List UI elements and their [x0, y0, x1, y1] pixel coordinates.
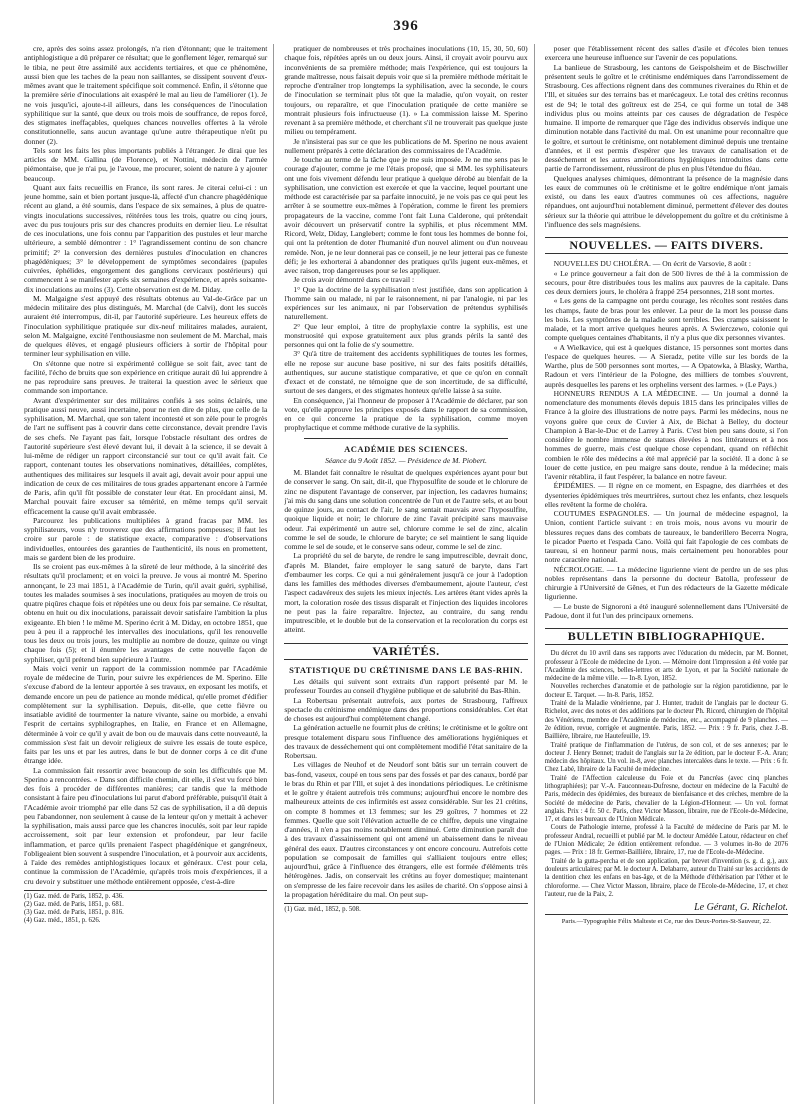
- bibliography-entry: Traité pratique de l'inflammation de l'utérus, de son col, et de ses annexes; par le docteur J. Henry Bennet; traduit de l'anglais sur la 2e édition, par le docteur F.-A. Aran; médecin des hôpitaux. Un vol. in-8, avec planches intercalées dans le texte. — Prix : 6 fr. Chez Labé, libraire de la Faculté de médecine.: [544, 741, 788, 774]
- statistics-heading: STATISTIQUE DU CRÉTINISME DANS LE BAS-RHIN.: [289, 664, 523, 675]
- paragraph: 3° Qu'à titre de traitement des accidents syphilitiques de toutes les formes, elle ne repose sur aucune base positive, ni sur des faits positifs détaillés, authentiques, sur aucune statistique comparative, et que ce qu'on en connaît d'exact et de constaté, ne témoigne que de son incertitude, de sa difficulté, surtout de ses dangers, et des stigmates honteux qu'elle laisse à sa suite.: [284, 349, 528, 396]
- footnote: (3) Gaz. méd. de Paris, 1851, p. 816.: [24, 909, 124, 917]
- paragraph: pratiquer de nombreuses et très prochaines inoculations (10, 15, 30, 50, 60) chaque fois, répétées après un ou deux jours. Ainsi, il croyait avoir pourvu aux inconvénients de sa première méthode; mais l'expérience, qui est toujours la grande maîtresse, nous faisait depuis voir que si la première méthode méritait le reproche d'entraîner trop longtemps la syphilisation, avec la seconde, le cours de l'inoculation se terminait plus tôt que la maladie, qu'on voyait, on rester toujours, ou reparaître, et que l'inoculation pratiquée de cette manière se montrait plusieurs fois infructueuse (1). » La commission laisse M. Sperino revenant à sa première méthode, et cherchant s'il ne trouverait pas quelque juste milieu ou tempérament.: [284, 44, 528, 137]
- section-divider: [304, 438, 507, 439]
- bibliography: [545, 650, 788, 899]
- columns: [24, 44, 788, 1104]
- paragraph: Ils se croient pas eux-mêmes à la sûreté de leur méthode, à la sincérité des résultats qu'il proclament; et en voici la preuve. Je vous ai montré M. Sperino annonçant, le 23 mai 1851, à l'Académie de Turin, qu'il avait guéri, syphilisé, toutes les malades soumises à ses inoculations, pratiquées au moyen de trois ou quatre piqûres chaque fois et répétées une ou deux fois par semaine. Ce résultat, obtenu en huit ou dix inoculations, paraissait devoir satisfaire l'ambition la plus exigeante. Eh bien ! le même M. Sperino écrit à M. Diday, en octobre 1851, que peu à peu il a rapproché les intervalles des inoculations, qu'il les renouvelle tous les deux ou trois jours, les multiplie au nombre de douze, quinze ou vingt chaque fois (5); et il énumère les avantages de cette nouvelle façon de syphiliser, qu'il prétend bien supérieure à l'autre.: [24, 562, 268, 664]
- managing-editor: Le Gérant, G. Richelot.: [694, 902, 788, 914]
- footnote: (1) Gaz. méd. de Paris, 1852, p. 436.: [24, 892, 124, 900]
- paragraph: M. Malgaigne s'est appuyé des résultats obtenus au Val-de-Grâce par un médecin militaire des plus distingués, M. Marchal (de Calvi), dont les succès auraient été interrompus, dit-il, par l'autorité supérieure. Les heureux effets de l'inoculation syphilitique pratiquée sur dix-neuf militaires malades, auraient, selon M. Malgaigne, excité l'enthousiasme non seulement de M. Marchal, mais de quelques élèves, et engagé plusieurs officiers à sortir de l'hôpital pour terminer leur syphilisation en ville.: [24, 293, 268, 359]
- printer-line: Paris.—Typographie Félix Malteste et Ce, rue des Deux-Portes-St-Sauveur, 22.: [545, 914, 788, 926]
- bibliography-entry: Nouvelles recherches d'anatomie et de pathologie sur la région parotidienne, par le docteur E. Tarquet. — In-8. Paris, 1852.: [544, 683, 788, 699]
- paragraph: cre, après des soins assez prolongés, n'a rien d'étonnant; que le traitement antiphlogistique a dû préparer ce résultat; que le gonflement léger, remarqué sur le tibia, ne peut être assimilé aux accidents tertiaires, et que ce phénomène, aussi bien que les taches de la peau non saillantes, se dissipent souvent d'eux-mêmes avant que le traitement spécifique soit commencé. Enfin, il s'étonne que la première série d'inoculations ait exaspéré le mal au lieu de l'améliorer (1). Je ne vois jusqu'ici, ajoute-t-il ailleurs, dans les conséquences de l'inoculation syphilitique sur la santé, que deux ou trois mois de souffrance, de repos forcé, des stigmates ineffaçables, quelques chances nouvelles offertes à la vérole constitutionnelle, sans aucun avantage qu'une autre thérapeutique n'eût pu donner (2).: [24, 44, 268, 146]
- paragraph: La commission fait ressortir avec beaucoup de soin les difficultés que M. Sperino a rencontrées. « Dans son difficile chemin, dit elle, il s'est vu forcé bien des fois à procéder de différentes manières; car tandis que la méthode consistant à faire peu d'inoculations lui parut d'abord préférable, puisqu'il était à l'Académie avoir triomphé par elle dans 52 cas de syphilisation, il a dû depuis peu l'abandonner, non seulement à cause de la lenteur qu'on y mettait à achever la syphilisation, mais aussi parce que les chancres inoculés, soit par leur rapide accroissement, soit par leur extension et profondeur, par leur facile inflammation, et parce qu'ils prenaient l'aspect phagédénique et gangréneux, l'obligeaient bien souvent à suspendre l'inoculation, et à pourvoir aux accidents, à l'aide des remèdes antiphlogistiques locaux et généraux. C'est pour cela, continue la commission de l'Académie, qu'après trois mois d'expériences, il a cru devoir y substituer une méthode entièrement opposée, c'est-à-dire: [24, 765, 268, 886]
- paragraph: Les villages de Neuhof et de Neudorf sont bâtis sur un terrain couvert de bas-fond, vaseux, coupé en tous sens par des fossés et par des canaux, bordé par le bras du Rhin et par l'Ill, et sujet à des inondations périodiques. Le crétinisme et le goître y étaient autrefois très communs; aujourd'hui encore le nombre des malheureux atteints de ces infirmités est assez considérable. Sur les 21 crétins, on compte 8 hommes et 13 femmes; sur les 29 goîtres, 7 hommes et 22 femmes. Quelle que soit l'élévation actuelle de ce chiffre, depuis une vingtaine d'années, il n'en a pas moins notablement diminué. Cette diminution paraît due à des travaux d'assainissement qui ont amené un abaissement dans le niveau général des eaux. D'autres circonstances y ont encore concouru. Autrefois cette population se composait de familles qui s'alliaient toujours entre elles; aujourd'hui, grâce à l'influence des étrangers, elle est formée d'éléments très hétérogènes. Jadis, on conservait les crétins au foyer domestique; maintenant on s'empresse de les faire recevoir dans les asiles de charité. On s'oppose ainsi à la propagation héréditaire du mal. On peut sup-: [284, 760, 528, 899]
- news-item: — Le buste de Signoroni a été inauguré solennellement dans l'Université de Padoue, dont il fut l'un des principaux ornemens.: [544, 601, 788, 620]
- paragraph: Quelques analyses chimiques, démontrant la présence de la magnésie dans les eaux de communes où le crétinisme et le goître endémique n'ont jamais existé, ou dans les eaux d'autres communes où ces affections, naguère répandues, ont aujourd'hui notablement diminué, permettent d'élever des doutes sérieux sur la théorie qui attribue le développement du goître et du crétinisme à l'influence des sels magnésiens.: [544, 173, 788, 229]
- paragraph: Les détails qui suivent sont extraits d'un rapport présenté par M. le professeur Tourdes au conseil d'hygiène publique et de salubrité du Bas-Rhin.: [284, 677, 528, 696]
- paragraph: La génération actuelle ne fournit plus de crétins; le crétinisme et le goître ont presque totalement disparu sous l'influence des améliorations hygiéniques et des travaux de desséchement qui ont complètement modifié l'état sanitaire de la Robertsau.: [284, 723, 528, 760]
- news-item: « A Wielkavice, qui est à quelques distance, 15 personnes sont mortes dans l'espace de quelques heures. — A Sieradz, petite ville sur les bords de la Warthe, plus de 500 personnes sont mortes, — A Opatowka, à Blasky, Wartha, Radoun et vers l'intérieur de la Pologne, des milliers de tombes s'ouvrent, auprès desquelles les parens et les orphelins versent des larmes. » (Le Pays.): [544, 342, 788, 389]
- column-2: [284, 44, 534, 1104]
- paragraph: 2° Que leur emploi, à titre de prophylaxie contre la syphilis, est une monstruosité qui expose gratuitement aux plus grands périls la santé des personnes qui ont la folie de s'y soumettre.: [284, 321, 528, 349]
- paragraph: On s'étonne que notre si expérimenté collègue se soit fait, avec tant de facilité, l'écho de bruits que son expérience en critique aurait dû lui apprendre à ne pas reproduire sans preuves. Je traiterai la question avec le sérieux que commande son importance.: [24, 358, 268, 396]
- news-item: « Les gens de la campagne ont perdu courage, les récoltes sont restées dans les champs, faute de bras pour les enlever. La peur de la mort les pousse dans les bois. Les symptômes de la maladie sont terribles. Des cramps saisissent le malade, et la mort arrive quelques heures après. A Swierczewo, colonie qui compte quelques centaines d'habitants, il n'y a plus que dix personnes vivantes.: [544, 296, 788, 343]
- news-item: NOUVELLES DU CHOLÉRA. — On écrit de Varsovie, 8 août :: [553, 259, 751, 269]
- paragraph: Avant d'expérimenter sur des militaires confiés à ses soins éclairés, une pratique aussi neuve, aussi incertaine, pour ne rien dire de plus, que celle de la syphilisation, M. Marchal, que son talent incontesté et son zèle pour le progrès de l'art ne suffisent pas à couvrir dans cette circonstance, devait prendre l'avis de ses chefs. Ne l'ayant pas fait, lorsque l'obstacle résultant des ordres de l'autorité supérieure s'est élevé devant lui, il devait à la science, il se devait à lui-même de rédiger un rapport circonstancié sur tout ce qu'il avait fait. Ce rapport, contenant toutes les observations nominatives, détaillées, complètes, authentiques des militaires sur lesquels il avait agi, devait avoir pour appui une indication de ceux de ces militaires de tous grades appartenant encore à l'armée de Paris, afin qu'il fût possible de constater leur état. En procédant ainsi, M. Marchal pouvait faire excuser sa témérité, en même temps qu'il servait efficacement la cause qu'il avait embrassée.: [24, 395, 268, 516]
- news-item: COUTUMES ESPAGNOLES. — Un journal de médecine espagnol, la Union, contient l'article suivant : en trois mois, nous avons vu mourir de blessures reçues dans des combats de taureaux, le banderillero Becerra Nogra, le picador Puerto et l'espada Cano. Voilà qui fait l'apologie de ces combats de taureau, si en honneur parmi nous, mais certainement peu honorables pour notre caractère national.: [544, 509, 788, 565]
- bibliography-entry: Traité de l'Affection calculeuse du Foie et du Pancréas (avec cinq planches lithographiées); par V.-A. Fauconneau-Dufresne, docteur en médecine de la Faculté de Paris, médecin des épidémies, des bureaux de bienfaisance et des crèches, membre de la Société de médecine de Paris, chevalier de la Légion-d'Honneur. — Un vol. format anglais. Prix : 4 fr. 50 c. Paris, chez Victor Masson, libraire, rue de l'Ecole-de-Médecine, 17, et dans les bureaux de l'Union Médicale.: [544, 774, 788, 824]
- academy-heading: ACADÉMIE DES SCIENCES.: [344, 443, 468, 454]
- paragraph: 1° Que la doctrine de la syphilisation n'est justifiée, dans son application à l'homme sain ou malade, ni par le raisonnement, ni par l'analogie, ni par les expériences sur les animaux, ni par l'observation de prétendus syphilisés naturellement.: [284, 284, 528, 322]
- paragraph: M. Blandet fait connaître le résultat de quelques expériences ayant pour but de conserver le sang. On sait, dit-il, que l'hyposulfite de soude et le chlorure de zinc ne disputent l'avantage de conserver, par injection, les cadavres humains; j'ai mis du sang dans une solution concentrée de l'un et de l'autre sels, et au bout de quinze jours, au contact de l'air, le sang sentait mauvais avec l'hyposulfite, quoique liquide et noir; le chlorure de zinc l'avait précipité sans mauvaise odeur. J'ai expérimenté un autre sel, chlorure comme le sel de zinc, alcalin comme le sel de soude, le chlorure de baryte; ce sel maintient le sang liquide comme le sel de soude, et le conserve sans odeur, comme le sel de zinc.: [284, 468, 528, 551]
- column-1-body: [24, 44, 267, 886]
- paragraph: Parcourez les publications multipliées à grand fracas par MM. les syphilisateurs, vous n'y trouverez que des affirmations pompeuses; il faut les croire sur parole : de statistique exacte, comparative : d'observations individuelles, entourées des garanties de l'authenticité, ils nous en promettent, mais se gardent bien de les produire.: [24, 515, 268, 562]
- paragraph: Je touche au terme de la tâche que je me suis imposée. Je ne me sens pas le courage d'ajouter, comme je me l'étais proposé, que si MM. les syphilisateurs ont une fois vivement défendu leur pratique à quelque dérobé au bienfait de la syphilisation, une conviction est exercée et que la vaccine, lequel pourtant une méthode est caractérisée par sa parfaite innocuité, je ne vois pas ce qui peut les arrêter à se soumettre eux-mêmes à l'opération, comme le firent les premiers propagateurs de la vaccine, comme l'ont fait Luna Calderone, qui prétendait avoir découvert un préservatif contre la syphilis, et plus récemment MM. Ricord, Welz, Diday, Langlebert; comme le font tous les hommes de bonne foi, qui ont la prétention de doter l'humanité d'un nouvel aliment ou d'un nouveau remède. Non, je ne leur donnerai pas ce conseil, je ne leur jetterai pas ce funeste défi; je les exhorterai à abandonner des pratiques qu'ils jugent eux-mêmes, et avec raison, trop dangereuses pour se les appliquer.: [284, 155, 528, 275]
- varietes-heading: VARIÉTÉS.: [284, 643, 527, 660]
- paragraph: Je crois avoir démontré dans ce travail :: [293, 275, 415, 285]
- bibliography-entry: Traité de la gutta-percha et de son application, par brevet d'invention (s. g. d. g.), aux douleurs articulaires; par M. le docteur A. Delabarre, auteur du Traité sur les accidents de la dentition chez les enfans en bas-âge, et de la Méthode d'éthérisation par l'éther et le chloroforme. — Chez Victor Masson, libraire, place de l'Ecole-de-Médecine, 17, et chez l'auteur, rue de la Paix, 2.: [544, 857, 788, 898]
- footnote: (2) Gaz. méd. de Paris, 1851, p. 681.: [24, 900, 124, 908]
- news-item: « Le prince gouverneur a fait don de 500 livres de thé à la commission de secours, pour être distribuées tous les malins aux pauvres de la capitale. Dans ces deux derniers jours, le choléra à frappé 254 personnes, 218 sont mortes.: [544, 268, 788, 296]
- bibliography-entry: Traité de la Maladie vénérienne, par J. Hunter, traduit de l'anglais par le docteur G. Richelot, avec des notes et des additions par le docteur Ph. Ricord, chirurgien de l'hôpital des Vénériens, membre de l'Académie de médecine, etc., accompagné de 9 planches. — 2e édition, revue, corrigée et augmentée. Paris, 1852. — Prix : 9 fr. Paris, chez J.-B. Baillière, libraire, rue Hautefeuille, 19.: [544, 700, 788, 741]
- column-3: [545, 44, 788, 1104]
- bibliography-entry: Cours de Pathologie interne, professé à la Faculté de médecine de Paris par M. le professeur Andral, recueilli et publié par M. le docteur Amédée Latour, rédacteur en chef de l'Union Médicale; 2e édition entièrement refondue. — 3 volumes in-8o de 2076 pages. — Prix : 18 fr. Germer-Baillière, libraire, 17, rue de l'Ecole-de-Médecine.: [544, 824, 788, 857]
- footnotes: [24, 890, 267, 926]
- paragraph: La banlieue de Strasbourg, les cantons de Geispolsheim et de Bischwiller présentent seuls le goître et le crétinisme endémiques dans l'arrondissement de Strasbourg. Ces affections règnent dans des communes riveraines du Rhin et de l'Ill, et situées sur des terrains bas et marécageux. Le total des crétins reconnus est de 94; le total des goîtreux est de 254, ce qui forme un total de 348 individus plus ou moins atteints par ces causes de dégradation de l'espèce humaine. Il importe de remarquer que l'âge des individus observés indique une diminution notable dans l'activité du mal. On est unanime pour reconnaître que le goître, et surtout le crétinisme, ont notablement diminué depuis une trentaine d'années, et il est permis d'espérer que les travaux de canalisation et de desséchement et les autres améliorations hygiéniques introduites dans cette partie de l'arrondissement, réussiront de plus en plus l'étendue du fléau.: [544, 62, 788, 174]
- bibliography-entry: Du décret du 10 avril dans ses rapports avec l'éducation du médecin, par M. Bonnet, professeur à l'Ecole de médecine de Lyon. — Mémoire dont l'impression a été votée par l'Académie des sciences, belles-lettres et arts de Lyon, et par la Société nationale de médecine de la même ville. — In-8. Lyon, 1852.: [544, 650, 788, 683]
- column-1: [24, 44, 274, 1104]
- paragraph: La Robertsau présentait autrefois, aux portes de Strasbourg, l'affreux spectacle du crétinisme endémique dans des proportions considérables. Cet état de choses est aujourd'hui complètement changé.: [284, 695, 528, 723]
- bibliography-heading: BULLETIN BIBLIOGRAPHIQUE.: [545, 628, 788, 645]
- page-number: 396: [393, 18, 419, 34]
- paragraph: poser que l'établissement récent des salles d'asile et d'écoles bien tenues exercera une heureuse influence sur l'avenir de ces populations.: [544, 44, 788, 63]
- nouvelles-heading: NOUVELLES. — FAITS DIVERS.: [545, 237, 788, 254]
- paragraph: La propriété du sel de baryte, de rendre le sang imputrescible, devrait donc, d'après M. Blandet, faire employer le sang saturé de baryte, dans l'art d'embaumer les corps. Ce qui a nui généralement jusqu'à ce jour à l'adoption dans les familles des méthodes diverses d'embaumement, ajoute l'auteur, c'est l'aspect cadavéreux des sujets les mieux injectés. Les artères étant vides après la mort, la coloration rosée des tissus disparaît et l'injection des liquides incolores ne peut pas la faire reparaître. Injectez, au contraire, du sang rendu imputrescible, et le double but de la conservation et la recoloration du corps est atteint.: [284, 551, 528, 635]
- footnote: (1) Gaz. méd., 1852, p. 508.: [284, 906, 361, 913]
- footnote: (4) Gaz. méd., 1851, p. 626.: [24, 917, 101, 925]
- paragraph: Quant aux faits recueillis en France, ils sont rares. Je citerai celui-ci : un jeune homme, sain et bien portant jusque-là, affecté d'un chancre phagédénique récent au gland, a été soumis, dans l'espace de six semaines, à plus de quatre-vingts inoculations successives, réitérées tous les trois, quatre ou cinq jours, avec du pus toujours pris sur des chancres produits en dernier lieu. Le résultat de ces inoculations, une fois connu par l'apparition des pustules et leur marche ultérieure, a semblé démontrer : 1° l'agrandissement continu de son chancre primitif; 2° la conversion des dernières pustules d'inoculation en chancres phagédéniques; 3° le développement de symptômes secondaires (papules cuivrées, éphélides, engorgement des ganglions cervicaux postérieurs) qui commencent à se manifester après six semaines d'expérience, et après soixante-dix inoculations au moins (3). Cette observation est de M. Diday.: [24, 182, 268, 294]
- paragraph: En conséquence, j'ai l'honneur de proposer à l'Académie de déclarer, par son vote, qu'elle approuve les principes exposés dans le rapport de sa commission, en ce qui concerne la pratique de la syphilisation, comme moyen prophylactique et comme méthode curative de la syphilis.: [284, 395, 528, 433]
- footnotes: [284, 903, 527, 914]
- news-item: NÉCROLOGIE. — La médecine ligurienne vient de perdre un de ses plus nobles représentans dans la personne du docteur Batolla, professeur de chirurgie à l'Université de Gênes, et l'un des rédacteurs de la Gazette médicale ligurienne.: [544, 564, 788, 602]
- academy-session: Séance du 9 Août 1852. — Présidence de M. Piobert.: [325, 455, 487, 465]
- news-item: HONNEURS RENDUS A LA MÉDECINE. — Un journal a donné la nomenclature des monuments élevés depuis 1815 dans les principales villes de France à la gloire des illustrations de notre pays. Parmi les médecins, nous ne voyons guère que ceux de Cuvier à Aix, de Bichat à Belley, du docteur Champion à Bar-le-Duc et de Larrey à Paris. C'est bien peu sans doute, si l'on considère le nombre immense de statues élevées à nos littérateurs et à nos hommes de guerre, mais c'est quelque chose cependant, quand on réfléchit combien le rôle des médecins a été mal apprécié par la société. Il a donc à se louer de cette justice, en peu maigre sans doute, rendue à la médecine; mais l'avenir rétablira, il faut l'espérer, la balance en notre faveur.: [544, 388, 788, 481]
- paragraph: Je n'insisterai pas sur ce que les publications de M. Sperino ne nous avaient nullement préparés à cette déclaration des commissaires de l'Académie.: [284, 136, 528, 155]
- news-item: ÉPIDÉMIES. — Il règne en ce moment, en Espagne, des diarrhées et des dysenteries épidémiques très meurtrières, surtout chez les enfants, chez lesquels elles revêtent la forme de choléra.: [544, 481, 788, 509]
- paragraph: Mais voici venir un rapport de la commission nommée par l'Académie royale de médecine de Turin, pour suivre les expériences de M. Sperino. Elle s'excuse d'abord de la lenteur apportée à ses travaux, en exposant les motifs, et demande encore un peu de patience au monde médical, qu'elle promet d'édifier complètement sur la syphilisation. Depuis, dit-elle, que cette fièvre ou insatiable avidité de tourmenter la nature vivante, saine ou morbide, a envahi l'esprit de certains syphilographes, en Italie, en France et en Allemagne, déterminée à voir ce qu'il y avait de bon ou de mauvais dans cette nouveauté, la commission s'est fait un devoir religieux de suivre les essais de toute espèce, faits par les uns et par les autres, dans le but de donner corps à ce dit d'une étrange idée.: [24, 663, 268, 766]
- paragraph: Tels sont les faits les plus importants publiés à l'étranger. Je dirai que les articles de MM. Gallina (de Florence), et Nottini, médecin de l'armée piémontaise, que je n'ai pu, je l'avoue, me procurer, soient de nature à y ajouter beaucoup.: [24, 145, 268, 183]
